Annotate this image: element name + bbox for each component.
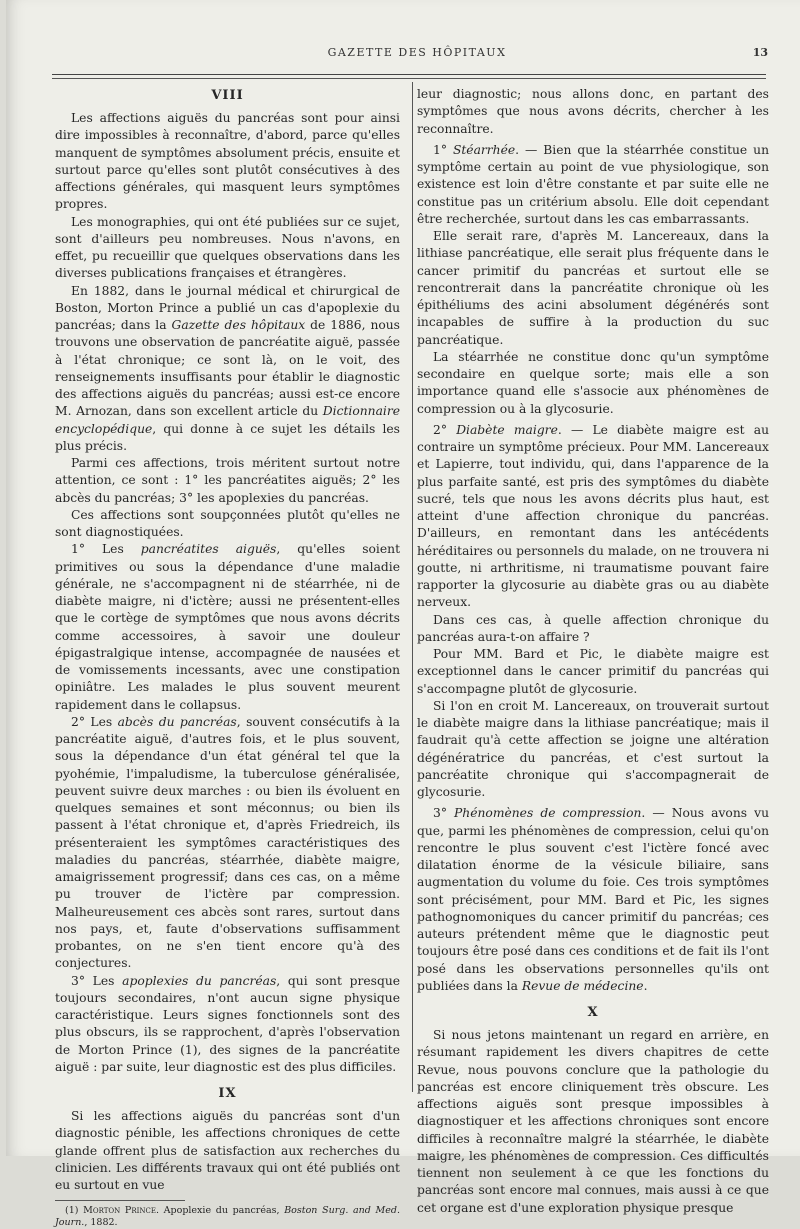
- paragraph: Les affections aiguës du pancréas sont pour ainsi dire impossibles à reconnaître, d'abord, parce qu'elles manquent de symptômes absolument précis, ensuite et surtout parce qu'elles sont plutôt consécutives à des affections générales, qui masquent leurs symptômes propres.: [55, 111, 400, 212]
- paragraph: 1° Stéarrhée. — Bien que la stéarrhée constitue un symptôme certain au point de vue physiologique, son existence est loin d'être constante et par suite elle ne constitue pas un critérium absolu. Elle doit cependant être recherchée, surtout dans les cas embarrassants.: [417, 142, 770, 226]
- paragraph: Elle serait rare, d'après M. Lancereaux, dans la lithiase pancréatique, elle serait plus fréquente dans le cancer primitif du pancréas et surtout elle se rencontrerait dans la pancréatite chronique où les épithéliums des acini absolument dégénérés sont incapables de suffire à la production du suc pancréatique.: [417, 229, 769, 347]
- paragraph: Ces affections sont soupçonnées plutôt qu'elles ne sont diagnostiquées.: [55, 507, 400, 539]
- paragraph: leur diagnostic; nous allons donc, en partant des symptômes que nous avons décrits, chercher à les reconnaître.: [417, 87, 769, 136]
- page-header: [66, 46, 768, 62]
- paragraph: Si nous jetons maintenant un regard en arrière, en résumant rapidement les divers chapitres de cette Revue, nous pouvons conclure que la pathologie du pancréas est encore cliniquement très obscure. Les affections aiguës sont presque impossibles à diagnostiquer et les affections chroniques sont encore difficiles à reconnaître malgré la stéarrhée, le diabète maigre, les phénomènes de compression. Ces difficultés tiennent non seulement à ce que les fonctions du pancréas sont encore mal connues, mais aussi à ce que cet organe est d'une exploration physique presque: [417, 1028, 769, 1215]
- term-italic: pancréatites aiguës: [140, 542, 277, 557]
- term-italic: Diabète maigre: [456, 422, 558, 437]
- header-rule: [52, 74, 766, 75]
- footnote-rule: [55, 1200, 185, 1201]
- paragraph: 1° Les pancréatites aiguës, qu'elles soient primitives ou sous la dépendance d'une maladie générale, ne s'accompagnent ni de stéarrhée, ni de diabète maigre, ni d'ictère; aussi ne présentent-elles que le cortège de symptômes que nous avons décrits comme accessoires, à savoir une douleur épigastralgique intense, accompagnée de nausées et de vomissements incessants, avec une constipation opiniâtre. Les malades le plus souvent meurent rapidement dans le collapsus.: [55, 542, 401, 712]
- left-column: [55, 86, 400, 1229]
- paragraph: En 1882, dans le journal médical et chirurgical de Boston, Morton Prince a publié un cas d'apoplexie du pancréas; dans la Gazette des hôpitaux de 1886, nous trouvons une observation de pancréatite aiguë, passée à l'état chronique; ce sont là, on le voit, des renseignements insuffisants pour établir le diagnostic des affections aiguës du pancréas; aussi est-ce encore M. Arnozan, dans son excellent article du Dictionnaire encyclopédique, qui donne à ce sujet les détails les plus précis.: [55, 283, 400, 453]
- paragraph: Pour MM. Bard et Pic, le diabète maigre est exceptionnel dans le cancer primitif du pancréas qui s'accompagne plutôt de glycosurie.: [417, 647, 769, 696]
- publication-title: Gazette des hôpitaux: [171, 318, 306, 332]
- paragraph: 2° Diabète maigre. — Le diabète maigre est au contraire un symptôme précieux. Pour MM. Lancereaux et Lapierre, tout individu, qui, dans l'apparence de la plus parfaite santé, est pris des symptômes du diabète sucré, tels que nous les avons décrits plus haut, est atteint d'une affection chronique du pancréas. D'ailleurs, en remontant dans les antécédents héréditaires ou personnels du malade, on ne trouvera ni goutte, ni arthritisme, ni traumatisme pouvant faire rapporter la glycosurie au diabète gras ou au diabète nerveux.: [417, 422, 769, 610]
- term-italic: abcès du pancréas: [117, 714, 237, 729]
- term-italic: Stéarrhée: [452, 142, 516, 157]
- paragraph: Si l'on en croit M. Lancereaux, on trouverait surtout le diabète maigre dans la lithiase pancréatique; mais il faudrait qu'à cette affection se joigne une altération dégénératrice du pancréas, et c'est surtout la pancréatite chronique qui s'accompagnerait de glycosurie.: [417, 698, 769, 799]
- section-heading-x: X: [587, 1005, 599, 1020]
- column-divider: [412, 82, 413, 1092]
- term-italic: Phénomènes de compression: [454, 806, 642, 821]
- section-heading-ix: IX: [218, 1086, 237, 1101]
- term-italic: apoplexies du pancréas: [122, 973, 277, 988]
- right-column: [417, 86, 769, 1217]
- page-number: 13: [752, 46, 768, 59]
- paragraph: 3° Les apoplexies du pancréas, qui sont presque toujours secondaires, n'ont aucun signe physique caractéristique. Leurs signes fonctionnels sont des plus obscurs, ils se rapprochent, d'après l'observation de Morton Prince (1), des signes de la pancréatite aiguë : par suite, leur diagnostic est des plus difficiles.: [55, 973, 401, 1074]
- running-title: GAZETTE DES HÔPITAUX: [327, 46, 507, 59]
- paragraph: Les monographies, qui ont été publiées sur ce sujet, sont d'ailleurs peu nombreuses. Nous n'avons, en effet, pu recueillir que quelques observations dans les diverses publications françaises et étrangères.: [55, 214, 400, 281]
- footnote: (1) Morton Prince. Apoplexie du pancréas, Boston Surg. and Med. Journ., 1882.: [55, 1205, 400, 1229]
- paragraph: 2° Les abcès du pancréas, souvent consécutifs à la pancréatite aiguë, d'autres fois, et le plus souvent, sous la dépendance d'un état général tel que la pyohémie, l'impaludisme, la tuberculose généralisée, peuvent suivre deux marches : ou bien ils évoluent en quelques semaines et sont méconnus; ou bien ils passent à l'état chronique et, d'après Friedreich, ils présenteraient les symptômes caractéristiques des maladies du pancréas, stéarrhée, diabète maigre, amaigrissement progressif; dans ces cas, on a même pu trouver de l'ictère par compression. Malheureusement ces abcès sont rares, surtout dans nos pays, et, faute d'observations suffisamment probantes, on ne s'en tient encore qu'à des conjectures.: [55, 714, 401, 971]
- publication-title: Revue de médecine: [521, 978, 644, 993]
- header-rule-thin: [52, 78, 766, 79]
- paragraph: Si les affections aiguës du pancréas sont d'un diagnostic pénible, les affections chroniques de cette glande offrent plus de satisfaction aux recherches du clinicien. Les différents travaux qui ont été publiés ont eu surtout en vue: [55, 1109, 400, 1192]
- paragraph: Dans ces cas, à quelle affection chronique du pancréas aura-t-on affaire ?: [417, 612, 769, 644]
- paragraph: Parmi ces affections, trois méritent surtout notre attention, ce sont : 1° les pancréatites aiguës; 2° les abcès du pancréas; 3° les apoplexies du pancréas.: [55, 456, 400, 505]
- paragraph: 3° Phénomènes de compression. — Nous avons vu que, parmi les phénomènes de compression, celui qu'on rencontre le plus souvent c'est l'ictère foncé avec dilatation énorme de la vésicule biliaire, sans augmentation du volume du foie. Ces trois symptômes sont précisément, pour MM. Bard et Pic, les signes pathognomoniques du cancer primitif du pancréas; ces auteurs prétendent même que le diagnostic peut toujours être posé dans ces conditions et de fait ils l'ont posé dans les observations personnelles qu'ils ont publiées dans la Revue de médecine.: [417, 806, 769, 993]
- publication-title: Dictionnaire encyclopédique: [55, 404, 400, 436]
- section-heading-viii: VIII: [211, 88, 244, 103]
- paragraph: La stéarrhée ne constitue donc qu'un symptôme secondaire en quelque sorte; mais elle a son importance quand elle s'associe aux phénomènes de compression ou à la glycosurie.: [417, 349, 769, 416]
